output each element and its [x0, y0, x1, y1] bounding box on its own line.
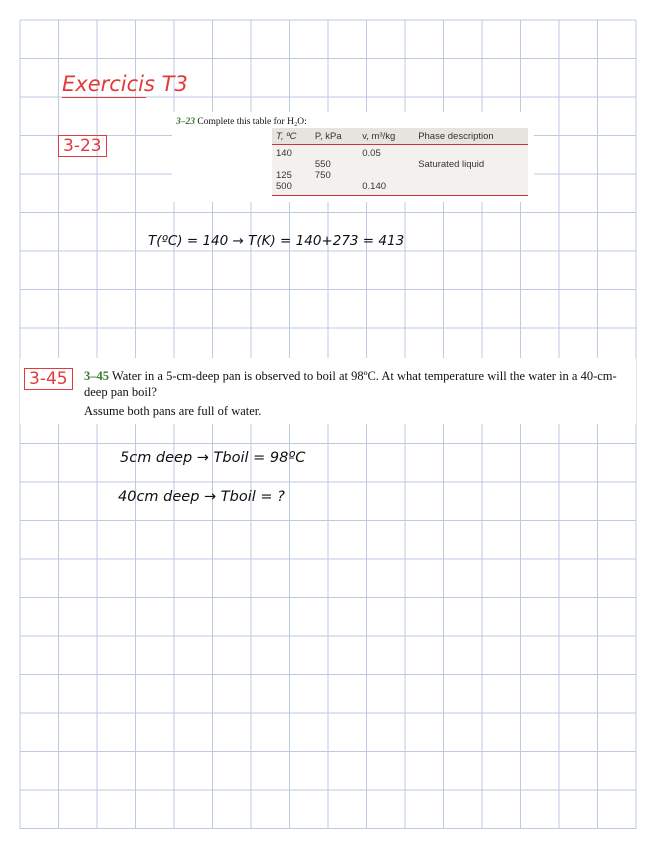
table-cell: [272, 159, 311, 170]
table-cell: [358, 170, 414, 181]
table-cell: [414, 181, 528, 196]
table-cell: Saturated liquid: [418, 159, 485, 170]
table-cell: [414, 170, 528, 181]
table-row: [272, 145, 528, 160]
property-table: [272, 128, 528, 196]
table-row: [272, 170, 528, 181]
table-cell: 500: [272, 181, 311, 196]
table-cell: 0.05: [362, 148, 381, 159]
problem-323-handwritten-work: T(ºC) = 140 → T(K) = 140+273 = 413: [148, 233, 405, 249]
problem-345-work-line1: 5cm deep → Tboil = 98ºC: [120, 450, 306, 466]
problem-345-number: 3–45: [84, 369, 109, 383]
table-header-cell: Phase description: [414, 128, 528, 145]
table-header-cell: P, kPa: [311, 128, 358, 145]
table-cell: 140: [276, 148, 292, 159]
table-cell: 0.140: [358, 181, 414, 196]
table-header-cell: T, ºC: [272, 128, 311, 145]
table-cell: [311, 181, 358, 196]
problem-345-work-line2: 40cm deep → Tboil = ?: [118, 489, 285, 505]
problem-323-text: Complete this table for H₂O:: [197, 117, 307, 127]
problem-345-text-line1: Water in a 5-cm-deep pan is observed to boil at 98ºC. At what temperature will the water in a 40-cm-: [111, 369, 617, 383]
table-header-cell: v, m³/kg: [358, 128, 414, 145]
table-cell: 550: [314, 159, 331, 170]
problem-345-text-line3: Assume both pans are full of water.: [84, 404, 262, 418]
table-cell: [414, 145, 528, 160]
table-cell: [311, 145, 358, 160]
table-row: [272, 159, 528, 170]
table-cell: 125: [276, 170, 292, 181]
table-cell: 750: [314, 170, 331, 181]
problem-345-statement: [84, 368, 634, 419]
problem-323-number: 3–23: [176, 117, 195, 127]
problem-345-text-line2: deep pan boil?: [84, 385, 157, 399]
problem-345-tag: 3-45: [24, 368, 73, 390]
table-row: [272, 181, 528, 196]
table-cell: [358, 159, 414, 170]
table-header-row: [272, 128, 528, 145]
problem-323-tag: 3-23: [58, 135, 107, 157]
title-underline: [62, 97, 146, 98]
page-title: Exercicis T3: [62, 72, 188, 96]
